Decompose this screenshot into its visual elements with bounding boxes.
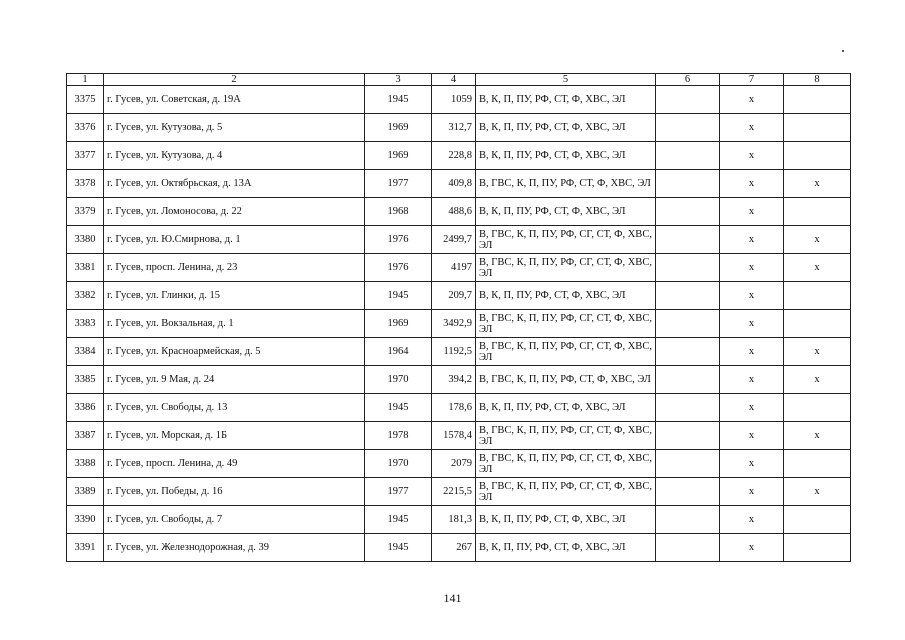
year-cell: 1964	[365, 338, 432, 366]
column-6-cell	[656, 394, 720, 422]
address-cell: г. Гусев, ул. Морская, д. 1Б	[104, 422, 365, 450]
column-8-mark-cell	[784, 506, 851, 534]
area-cell: 1192,5	[432, 338, 476, 366]
column-8-mark-cell: x	[784, 366, 851, 394]
column-6-cell	[656, 170, 720, 198]
header-cell: 7	[720, 74, 784, 86]
address-cell: г. Гусев, ул. Победы, д. 16	[104, 478, 365, 506]
column-7-mark-cell: x	[720, 198, 784, 226]
column-8-mark-cell	[784, 310, 851, 338]
area-cell: 394,2	[432, 366, 476, 394]
address-cell: г. Гусев, ул. Свободы, д. 7	[104, 506, 365, 534]
column-7-mark-cell: x	[720, 366, 784, 394]
header-cell: 5	[476, 74, 656, 86]
systems-cell: В, ГВС, К, П, ПУ, РФ, СГ, СТ, Ф, ХВС, ЭЛ	[476, 310, 656, 338]
column-7-mark-cell: x	[720, 114, 784, 142]
column-8-mark-cell: x	[784, 422, 851, 450]
area-cell: 178,6	[432, 394, 476, 422]
row-number-cell: 3381	[67, 254, 104, 282]
column-6-cell	[656, 86, 720, 114]
year-cell: 1976	[365, 254, 432, 282]
systems-cell: В, ГВС, К, П, ПУ, РФ, СГ, СТ, Ф, ХВС, ЭЛ	[476, 254, 656, 282]
address-cell: г. Гусев, ул. Октябрьская, д. 13А	[104, 170, 365, 198]
systems-cell: В, К, П, ПУ, РФ, СТ, Ф, ХВС, ЭЛ	[476, 142, 656, 170]
column-6-cell	[656, 310, 720, 338]
column-8-mark-cell	[784, 86, 851, 114]
row-number-cell: 3385	[67, 366, 104, 394]
column-6-cell	[656, 506, 720, 534]
row-number-cell: 3376	[67, 114, 104, 142]
column-7-mark-cell: x	[720, 142, 784, 170]
column-6-cell	[656, 366, 720, 394]
row-number-cell: 3379	[67, 198, 104, 226]
column-6-cell	[656, 198, 720, 226]
header-cell: 2	[104, 74, 365, 86]
row-number-cell: 3380	[67, 226, 104, 254]
column-8-mark-cell	[784, 450, 851, 478]
area-cell: 228,8	[432, 142, 476, 170]
housing-table	[66, 73, 851, 562]
table-row	[67, 142, 851, 170]
row-number-cell: 3382	[67, 282, 104, 310]
row-number-cell: 3377	[67, 142, 104, 170]
area-cell: 1578,4	[432, 422, 476, 450]
table-row	[67, 534, 851, 562]
column-6-cell	[656, 338, 720, 366]
year-cell: 1977	[365, 478, 432, 506]
address-cell: г. Гусев, ул. Красноармейская, д. 5	[104, 338, 365, 366]
address-cell: г. Гусев, просп. Ленина, д. 49	[104, 450, 365, 478]
table-row	[67, 478, 851, 506]
column-6-cell	[656, 254, 720, 282]
year-cell: 1945	[365, 534, 432, 562]
table-row	[67, 282, 851, 310]
column-7-mark-cell: x	[720, 226, 784, 254]
column-7-mark-cell: x	[720, 310, 784, 338]
column-7-mark-cell: x	[720, 170, 784, 198]
row-number-cell: 3391	[67, 534, 104, 562]
area-cell: 312,7	[432, 114, 476, 142]
systems-cell: В, К, П, ПУ, РФ, СТ, Ф, ХВС, ЭЛ	[476, 506, 656, 534]
column-8-mark-cell	[784, 534, 851, 562]
systems-cell: В, ГВС, К, П, ПУ, РФ, СГ, СТ, Ф, ХВС, ЭЛ	[476, 450, 656, 478]
table-row	[67, 394, 851, 422]
header-cell: 3	[365, 74, 432, 86]
column-8-mark-cell: x	[784, 478, 851, 506]
systems-cell: В, К, П, ПУ, РФ, СТ, Ф, ХВС, ЭЛ	[476, 114, 656, 142]
column-8-mark-cell: x	[784, 254, 851, 282]
row-number-cell: 3384	[67, 338, 104, 366]
table-row	[67, 86, 851, 114]
table-body	[67, 74, 851, 562]
address-cell: г. Гусев, ул. Ю.Смирнова, д. 1	[104, 226, 365, 254]
systems-cell: В, ГВС, К, П, ПУ, РФ, СТ, Ф, ХВС, ЭЛ	[476, 366, 656, 394]
year-cell: 1970	[365, 450, 432, 478]
row-number-cell: 3378	[67, 170, 104, 198]
table-row	[67, 254, 851, 282]
table-row	[67, 338, 851, 366]
table-row	[67, 198, 851, 226]
scan-speck	[842, 50, 844, 52]
systems-cell: В, К, П, ПУ, РФ, СТ, Ф, ХВС, ЭЛ	[476, 282, 656, 310]
year-cell: 1945	[365, 282, 432, 310]
year-cell: 1976	[365, 226, 432, 254]
column-7-mark-cell: x	[720, 282, 784, 310]
row-number-cell: 3387	[67, 422, 104, 450]
column-7-mark-cell: x	[720, 422, 784, 450]
column-7-mark-cell: x	[720, 478, 784, 506]
column-8-mark-cell	[784, 282, 851, 310]
column-6-cell	[656, 534, 720, 562]
address-cell: г. Гусев, ул. Свободы, д. 13	[104, 394, 365, 422]
column-8-mark-cell: x	[784, 338, 851, 366]
table-row	[67, 226, 851, 254]
column-7-mark-cell: x	[720, 254, 784, 282]
table-row	[67, 422, 851, 450]
systems-cell: В, ГВС, К, П, ПУ, РФ, СГ, СТ, Ф, ХВС, ЭЛ	[476, 338, 656, 366]
column-6-cell	[656, 114, 720, 142]
table-row	[67, 450, 851, 478]
area-cell: 3492,9	[432, 310, 476, 338]
area-cell: 2079	[432, 450, 476, 478]
year-cell: 1978	[365, 422, 432, 450]
page-number: 141	[443, 591, 462, 605]
address-cell: г. Гусев, ул. Глинки, д. 15	[104, 282, 365, 310]
row-number-cell: 3386	[67, 394, 104, 422]
systems-cell: В, ГВС, К, П, ПУ, РФ, СГ, СТ, Ф, ХВС, ЭЛ	[476, 478, 656, 506]
column-7-mark-cell: x	[720, 86, 784, 114]
area-cell: 1059	[432, 86, 476, 114]
column-8-mark-cell: x	[784, 170, 851, 198]
area-cell: 209,7	[432, 282, 476, 310]
row-number-cell: 3375	[67, 86, 104, 114]
column-8-mark-cell	[784, 142, 851, 170]
column-7-mark-cell: x	[720, 394, 784, 422]
column-7-mark-cell: x	[720, 338, 784, 366]
year-cell: 1945	[365, 506, 432, 534]
column-6-cell	[656, 226, 720, 254]
area-cell: 2215,5	[432, 478, 476, 506]
address-cell: г. Гусев, просп. Ленина, д. 23	[104, 254, 365, 282]
row-number-cell: 3390	[67, 506, 104, 534]
column-6-cell	[656, 142, 720, 170]
address-cell: г. Гусев, ул. Ломоносова, д. 22	[104, 198, 365, 226]
column-8-mark-cell	[784, 114, 851, 142]
year-cell: 1969	[365, 142, 432, 170]
area-cell: 2499,7	[432, 226, 476, 254]
address-cell: г. Гусев, ул. Железнодорожная, д. 39	[104, 534, 365, 562]
year-cell: 1977	[365, 170, 432, 198]
year-cell: 1945	[365, 394, 432, 422]
column-8-mark-cell	[784, 394, 851, 422]
year-cell: 1945	[365, 86, 432, 114]
address-cell: г. Гусев, ул. Советская, д. 19А	[104, 86, 365, 114]
systems-cell: В, ГВС, К, П, ПУ, РФ, СТ, Ф, ХВС, ЭЛ	[476, 170, 656, 198]
address-cell: г. Гусев, ул. Кутузова, д. 5	[104, 114, 365, 142]
systems-cell: В, К, П, ПУ, РФ, СТ, Ф, ХВС, ЭЛ	[476, 86, 656, 114]
column-6-cell	[656, 478, 720, 506]
header-cell: 6	[656, 74, 720, 86]
table-row	[67, 114, 851, 142]
area-cell: 181,3	[432, 506, 476, 534]
column-7-mark-cell: x	[720, 506, 784, 534]
table-row	[67, 366, 851, 394]
column-6-cell	[656, 282, 720, 310]
header-cell: 4	[432, 74, 476, 86]
address-cell: г. Гусев, ул. Вокзальная, д. 1	[104, 310, 365, 338]
systems-cell: В, К, П, ПУ, РФ, СТ, Ф, ХВС, ЭЛ	[476, 394, 656, 422]
column-8-mark-cell: x	[784, 226, 851, 254]
table-row	[67, 170, 851, 198]
year-cell: 1969	[365, 114, 432, 142]
row-number-cell: 3388	[67, 450, 104, 478]
column-7-mark-cell: x	[720, 534, 784, 562]
systems-cell: В, ГВС, К, П, ПУ, РФ, СГ, СТ, Ф, ХВС, ЭЛ	[476, 226, 656, 254]
header-row	[67, 74, 851, 86]
column-6-cell	[656, 450, 720, 478]
row-number-cell: 3389	[67, 478, 104, 506]
table-row	[67, 310, 851, 338]
column-6-cell	[656, 422, 720, 450]
column-8-mark-cell	[784, 198, 851, 226]
systems-cell: В, ГВС, К, П, ПУ, РФ, СГ, СТ, Ф, ХВС, ЭЛ	[476, 422, 656, 450]
year-cell: 1970	[365, 366, 432, 394]
area-cell: 267	[432, 534, 476, 562]
area-cell: 409,8	[432, 170, 476, 198]
table-row	[67, 506, 851, 534]
area-cell: 4197	[432, 254, 476, 282]
header-cell: 8	[784, 74, 851, 86]
address-cell: г. Гусев, ул. Кутузова, д. 4	[104, 142, 365, 170]
area-cell: 488,6	[432, 198, 476, 226]
year-cell: 1969	[365, 310, 432, 338]
year-cell: 1968	[365, 198, 432, 226]
header-cell: 1	[67, 74, 104, 86]
systems-cell: В, К, П, ПУ, РФ, СТ, Ф, ХВС, ЭЛ	[476, 198, 656, 226]
row-number-cell: 3383	[67, 310, 104, 338]
address-cell: г. Гусев, ул. 9 Мая, д. 24	[104, 366, 365, 394]
systems-cell: В, К, П, ПУ, РФ, СТ, Ф, ХВС, ЭЛ	[476, 534, 656, 562]
column-7-mark-cell: x	[720, 450, 784, 478]
